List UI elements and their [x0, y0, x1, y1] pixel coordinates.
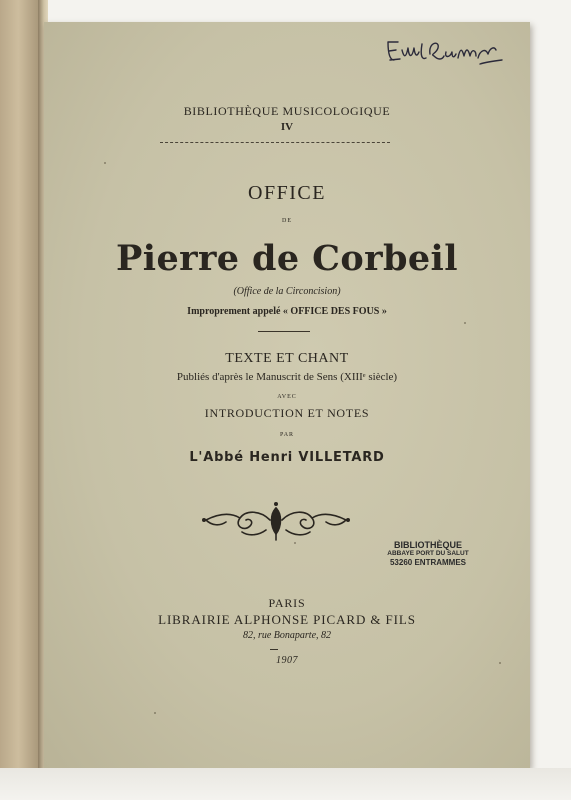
- year-divider: [270, 649, 278, 650]
- page-bottom-edge: [0, 768, 571, 800]
- author-name: L'Abbé Henri VILLETARD: [189, 450, 385, 465]
- office-heading: OFFICE: [248, 182, 326, 204]
- de-connector: DE: [282, 218, 292, 224]
- handwritten-signature: [384, 34, 506, 70]
- texte-et-chant: TEXTE ET CHANT: [225, 351, 349, 366]
- par-connector: PAR: [279, 432, 295, 438]
- paper-fleck: [104, 162, 106, 164]
- stamp-line-3: 53260 ENTRAMMES: [389, 557, 467, 567]
- imprint-city: PARIS: [268, 596, 306, 610]
- imprint-publisher: LIBRAIRIE ALPHONSE PICARD & FILS: [158, 612, 416, 627]
- avec-connector: AVEC: [277, 394, 297, 400]
- paper-fleck: [154, 712, 156, 714]
- series-name: BIBLIOTHÈQUE MUSICOLOGIQUE: [183, 104, 391, 118]
- alternate-title-prefix: Improprement appelé: [187, 306, 281, 317]
- manuscript-source: Publiés d'après le Manuscrit de Sens (XIIIᵉ siècle): [176, 371, 398, 383]
- dotted-divider: [160, 142, 390, 143]
- stamp-line-2: ABBAYE PORT DU SALUT: [387, 550, 469, 558]
- short-divider: [258, 331, 310, 332]
- floral-ornament-icon: [200, 500, 352, 542]
- publication-year: 1907: [276, 655, 298, 666]
- alternate-title: [44, 306, 530, 317]
- paper-fleck: [464, 322, 466, 324]
- stamp-line-1: BIBLIOTHÈQUE: [393, 540, 462, 550]
- library-stamp: [378, 540, 478, 567]
- main-title: Pierre de Corbeil: [116, 238, 458, 279]
- paper-fleck: [294, 542, 296, 544]
- introduction-notes: INTRODUCTION ET NOTES: [204, 406, 370, 420]
- volume-number: IV: [280, 121, 294, 133]
- subtitle: (Office de la Circoncision): [233, 286, 341, 297]
- alternate-title-name: « OFFICE DES FOUS »: [282, 306, 387, 317]
- imprint-address: 82, rue Bonaparte, 82: [242, 630, 332, 641]
